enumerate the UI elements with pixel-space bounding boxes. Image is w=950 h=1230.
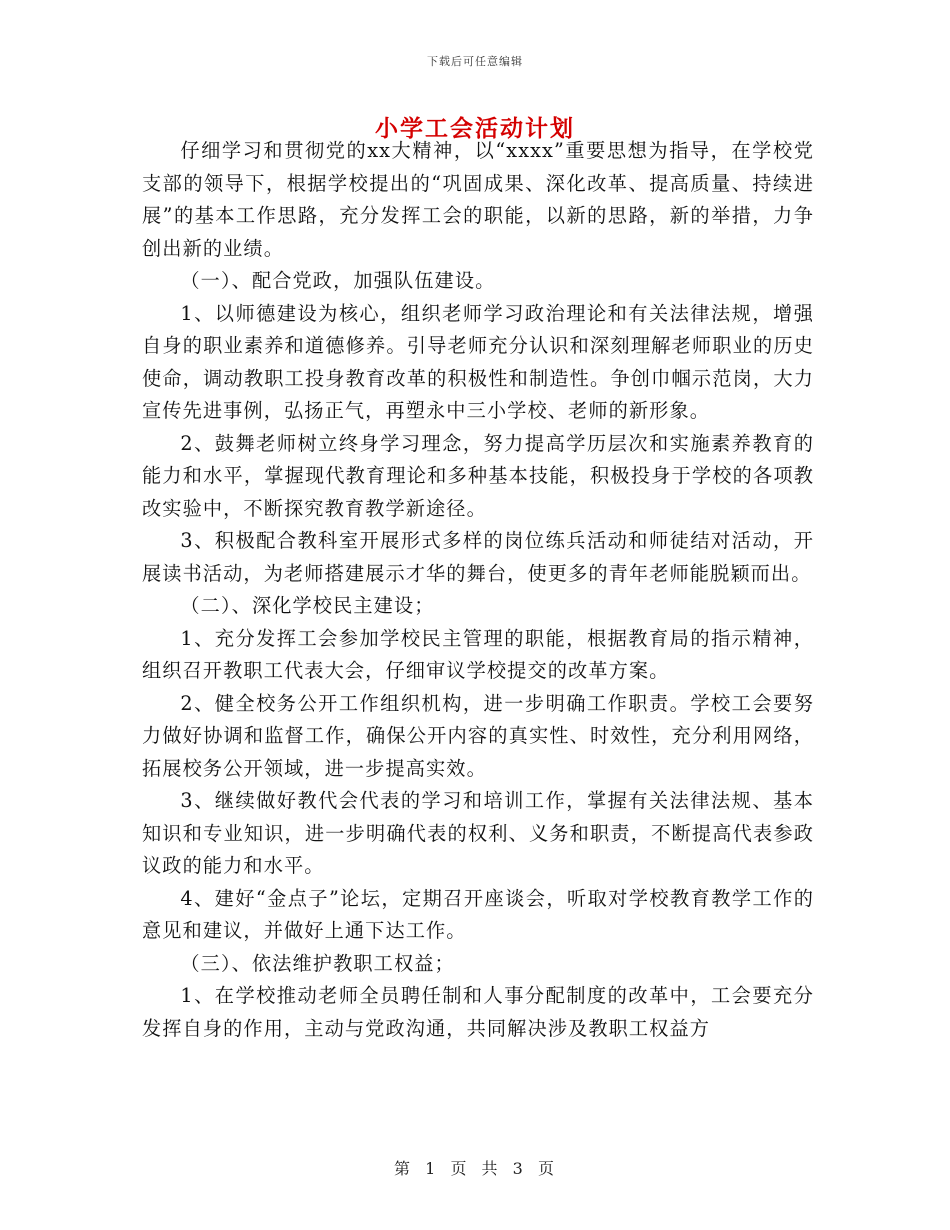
page-footer xyxy=(0,1156,950,1179)
paragraph-intro: 仔细学习和贯彻党的xx大精神，以“xxxx”重要思想为指导，在学校党支部的领导下，根据学校提出的“巩固成果、深化改革、提高质量、持续进展”的基本工作思路，充分发挥工会的职能，以新的思路，新的举措，力争创出新的业绩。 xyxy=(142,139,814,260)
paragraph: 3、积极配合教科室开展形式多样的岗位练兵活动和师徒结对活动，开展读书活动，为老师搭建展示才华的舞台，使更多的青年老师能脱颖而出。 xyxy=(142,529,814,585)
paragraph: 1、以师德建设为核心，组织老师学习政治理论和有关法律法规，增强自身的职业素养和道德修养。引导老师充分认识和深刻理解老师职业的历史使命，调动教职工投身教育改革的积极性和制造性。争创巾帼示范岗，大力宣传先进事例，弘扬正气，再塑永中三小学校、老师的新形象。 xyxy=(142,301,814,422)
footer-total-pages: 3 xyxy=(512,1159,525,1178)
paragraph: 1、在学校推动老师全员聘任制和人事分配制度的改革中，工会要充分发挥自身的作用，主动与党政沟通，共同解决涉及教职工权益方 xyxy=(142,984,814,1040)
paragraph: 3、继续做好教代会代表的学习和培训工作，掌握有关法律法规、基本知识和专业知识，进一步明确代表的权利、义务和职责，不断提高代表参政议政的能力和水平。 xyxy=(142,789,814,877)
paragraph: 2、健全校务公开工作组织机构，进一步明确工作职责。学校工会要努力做好协调和监督工作，确保公开内容的真实性、时效性，充分利用网络，拓展校务公开领域，进一步提高实效。 xyxy=(142,691,814,780)
document-title: 小学工会活动计划 xyxy=(375,115,575,142)
paragraph: 1、充分发挥工会参加学校民主管理的职能，根据教育局的指示精神，组织召开教职工代表大会，仔细审议学校提交的改革方案。 xyxy=(142,626,814,682)
section-heading-3: （三）、依法维护教职工权益； xyxy=(180,951,455,975)
paragraph: 2、鼓舞老师树立终身学习理念，努力提高学历层次和实施素养教育的能力和水平，掌握现代教育理论和多种基本技能，积极投身于学校的各项教改实验中，不断探究教育教学新途径。 xyxy=(142,431,814,520)
header-note: 下载后可任意编辑 xyxy=(427,55,523,68)
footer-current-page: 1 xyxy=(425,1159,438,1178)
section-heading-1: （一）、配合党政，加强队伍建设。 xyxy=(180,269,496,292)
section-heading-2: （二）、深化学校民主建设； xyxy=(180,594,435,617)
footer-total-label: 页 xyxy=(537,1159,556,1178)
footer-page-label: 页 xyxy=(450,1159,469,1178)
footer-prefix: 第 xyxy=(394,1159,413,1178)
paragraph: 4、建好“金点子”论坛，定期召开座谈会，听取对学校教育教学工作的意见和建议，并做好上通下达工作。 xyxy=(142,886,814,942)
document-body xyxy=(142,135,814,1045)
footer-total-prefix: 共 xyxy=(481,1159,500,1178)
